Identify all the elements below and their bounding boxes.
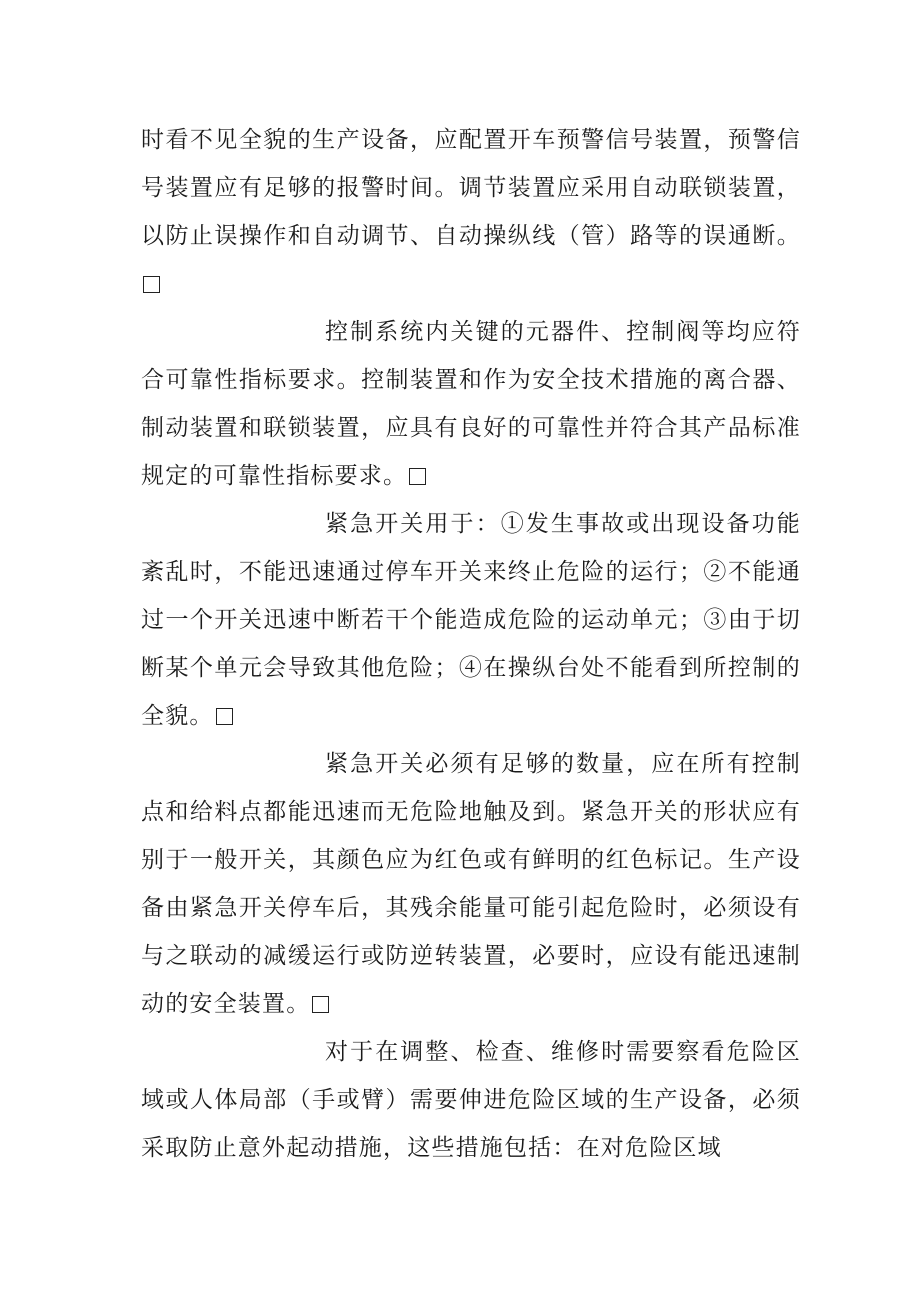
paragraph-1: [141, 116, 801, 308]
paragraph-5-text: 对于在调整、检查、维修时需要察看危险区域或人体局部（手或臂）需要伸进危险区域的生产设备，必须采取防止意外起动措施，这些措施包括：在对危险区域: [141, 1039, 801, 1161]
checkbox-icon[interactable]: [216, 708, 233, 725]
paragraph-1-text: 时看不见全貌的生产设备，应配置开车预警信号装置，预警信号装置应有足够的报警时间。调节装置应采用自动联锁装置，以防止误操作和自动调节、自动操纵线（管）路等的误通断。: [141, 127, 801, 249]
paragraph-3: [141, 500, 801, 740]
paragraph-2-text: 控制系统内关键的元器件、控制阀等均应符合可靠性指标要求。控制装置和作为安全技术措施的离合器、制动装置和联锁装置，应具有良好的可靠性并符合其产品标准规定的可靠性指标要求。: [141, 319, 801, 489]
checkbox-icon[interactable]: [312, 996, 329, 1013]
document-body: [141, 116, 801, 1172]
paragraph-4-text: 紧急开关必须有足够的数量，应在所有控制点和给料点都能迅速而无危险地触及到。紧急开关的形状应有别于一般开关，其颜色应为红色或有鲜明的红色标记。生产设备由紧急开关停车后，其残余能量可能引起危险时，必须设有与之联动的减缓运行或防逆转装置，必要时，应设有能迅速制动的安全装置。: [141, 751, 801, 1017]
paragraph-2: [141, 308, 801, 500]
paragraph-3-text: 紧急开关用于：①发生事故或出现设备功能紊乱时，不能迅速通过停车开关来终止危险的运行；②不能通过一个开关迅速中断若干个能造成危险的运动单元；③由于切断某个单元会导致其他危险；④在操纵台处不能看到所控制的全貌。: [141, 511, 801, 729]
checkbox-icon[interactable]: [409, 468, 426, 485]
checkbox-icon[interactable]: [143, 276, 160, 293]
paragraph-5: [141, 1028, 801, 1172]
paragraph-4: [141, 740, 801, 1028]
